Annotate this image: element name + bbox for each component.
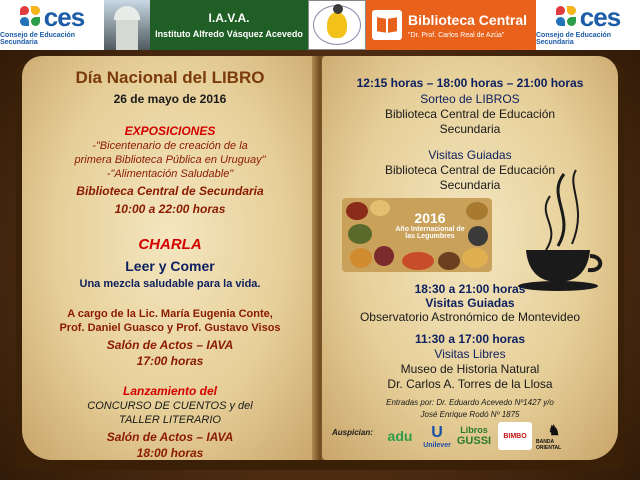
- charla-heading: CHARLA: [138, 236, 202, 253]
- gussi-line1: Libros: [460, 425, 488, 435]
- page-title: Día Nacional del LIBRO: [75, 68, 265, 87]
- charla-time: 17:00 horas: [136, 354, 204, 368]
- lanzamiento-line: TALLER LITERARIO: [119, 414, 221, 426]
- charla-speakers: A cargo de la Lic. María Eugenia Conte,: [67, 308, 273, 320]
- sponsor-logos: [380, 420, 572, 452]
- lanzamiento-line: CONCURSO DE CUENTOS y del: [87, 400, 253, 412]
- ces-logo-subtitle: Consejo de Educación Secundaria: [536, 32, 612, 46]
- legumbres-text: Año Internacional de las Legumbres: [395, 226, 465, 240]
- lanzamiento-heading: Lanzamiento del: [122, 384, 217, 398]
- exposiciones-heading: EXPOSICIONES: [124, 124, 216, 138]
- exposicion-place: Biblioteca Central de Secundaria: [76, 184, 264, 198]
- unilever-logo: U Unilever: [423, 423, 451, 449]
- sorteo-place: Biblioteca Central de Educación: [384, 107, 556, 121]
- gussi-logo: [454, 422, 494, 450]
- exposicion-line: -"Bicentenario de creación de la: [92, 140, 248, 152]
- charla-speakers: Prof. Daniel Guasco y Prof. Gustavo Visos: [59, 322, 281, 334]
- visitas-guiadas-place: Biblioteca Central de Educación: [384, 163, 556, 177]
- iava-banner: [150, 0, 308, 50]
- museo-time: 11:30 a 17:00 horas: [414, 332, 526, 346]
- legumbres-year: 2016: [414, 210, 446, 226]
- legumbres-image: [342, 198, 492, 272]
- banda-oriental-logo: ♞ BANDA ORIENTAL: [536, 422, 572, 450]
- ces-logo-text: ces: [579, 2, 621, 32]
- museo-activity: Visitas Libres: [434, 347, 506, 361]
- bird-icon: [327, 12, 347, 38]
- exposicion-time: 10:00 a 22:00 horas: [114, 202, 226, 216]
- ces-logo-left: [0, 0, 104, 50]
- charla-title: Leer y Comer: [125, 258, 215, 274]
- museo-place: Dr. Carlos A. Torres de la Llosa: [387, 377, 553, 391]
- entradas-line: José Enrique Rodó Nº 1875: [420, 410, 520, 419]
- museo-place: Museo de Historia Natural: [400, 362, 540, 376]
- exposicion-line: -"Alimentación Saludable": [106, 168, 234, 180]
- observatorio-time: 18:30 a 21:00 horas: [414, 282, 526, 296]
- iava-title: I.A.V.A.: [208, 11, 250, 25]
- charla-place: Salón de Actos – IAVA: [106, 338, 234, 352]
- iava-subtitle: Instituto Alfredo Vásquez Acevedo: [155, 29, 303, 39]
- bimbo-logo: BIMBO: [498, 422, 532, 450]
- lanzamiento-place: Salón de Actos – IAVA: [106, 430, 234, 444]
- banda-oriental-label: BANDA ORIENTAL: [536, 438, 562, 451]
- entradas-line: Entradas por: Dr. Eduardo Acevedo Nº1427 y/o: [386, 398, 554, 407]
- header-banner: [0, 0, 640, 50]
- legumbres-label: [394, 210, 466, 240]
- ces-flower-icon: [20, 6, 42, 28]
- gussi-line2: GUSSI: [456, 435, 492, 447]
- open-book-icon: [372, 10, 402, 40]
- adu-logo: adu: [387, 428, 413, 444]
- sorteo-activity: Sorteo de LIBROS: [420, 92, 520, 106]
- event-date: 26 de mayo de 2016: [113, 92, 227, 106]
- lanzamiento-time: 18:00 horas: [136, 446, 204, 460]
- biblioteca-title: Biblioteca Central: [408, 11, 528, 28]
- ces-logo-subtitle: Consejo de Educación Secundaria: [0, 32, 76, 46]
- visitas-guiadas-activity: Visitas Guiadas: [428, 148, 512, 162]
- left-page: [22, 56, 318, 460]
- charla-subtitle: Una mezcla saludable para la vida.: [79, 278, 261, 290]
- museum-bird-logo: [308, 0, 366, 50]
- right-page: [322, 56, 618, 460]
- ces-logo-text: ces: [43, 2, 85, 32]
- teacup-book-icon: [506, 166, 606, 296]
- visitas-guiadas-place: Secundaria: [439, 178, 501, 192]
- unilever-label: Unilever: [423, 441, 451, 449]
- biblioteca-subtitle: "Dr. Prof. Carlos Real de Azúa": [408, 31, 505, 39]
- ces-flower-icon: [556, 6, 578, 28]
- open-book: [16, 56, 624, 470]
- sorteo-time: 12:15 horas – 18:00 horas – 21:00 horas: [356, 76, 584, 90]
- observatorio-place: Observatorio Astronómico de Montevideo: [359, 310, 581, 324]
- observatorio-activity: Visitas Guiadas: [425, 296, 515, 310]
- ces-logo-right: [536, 0, 640, 50]
- sorteo-place: Secundaria: [439, 122, 501, 136]
- observatory-photo: [104, 0, 150, 50]
- auspician-label: Auspician:: [332, 428, 373, 437]
- exposicion-line: primera Biblioteca Pública en Uruguay": [74, 154, 266, 166]
- biblioteca-banner: [366, 0, 536, 50]
